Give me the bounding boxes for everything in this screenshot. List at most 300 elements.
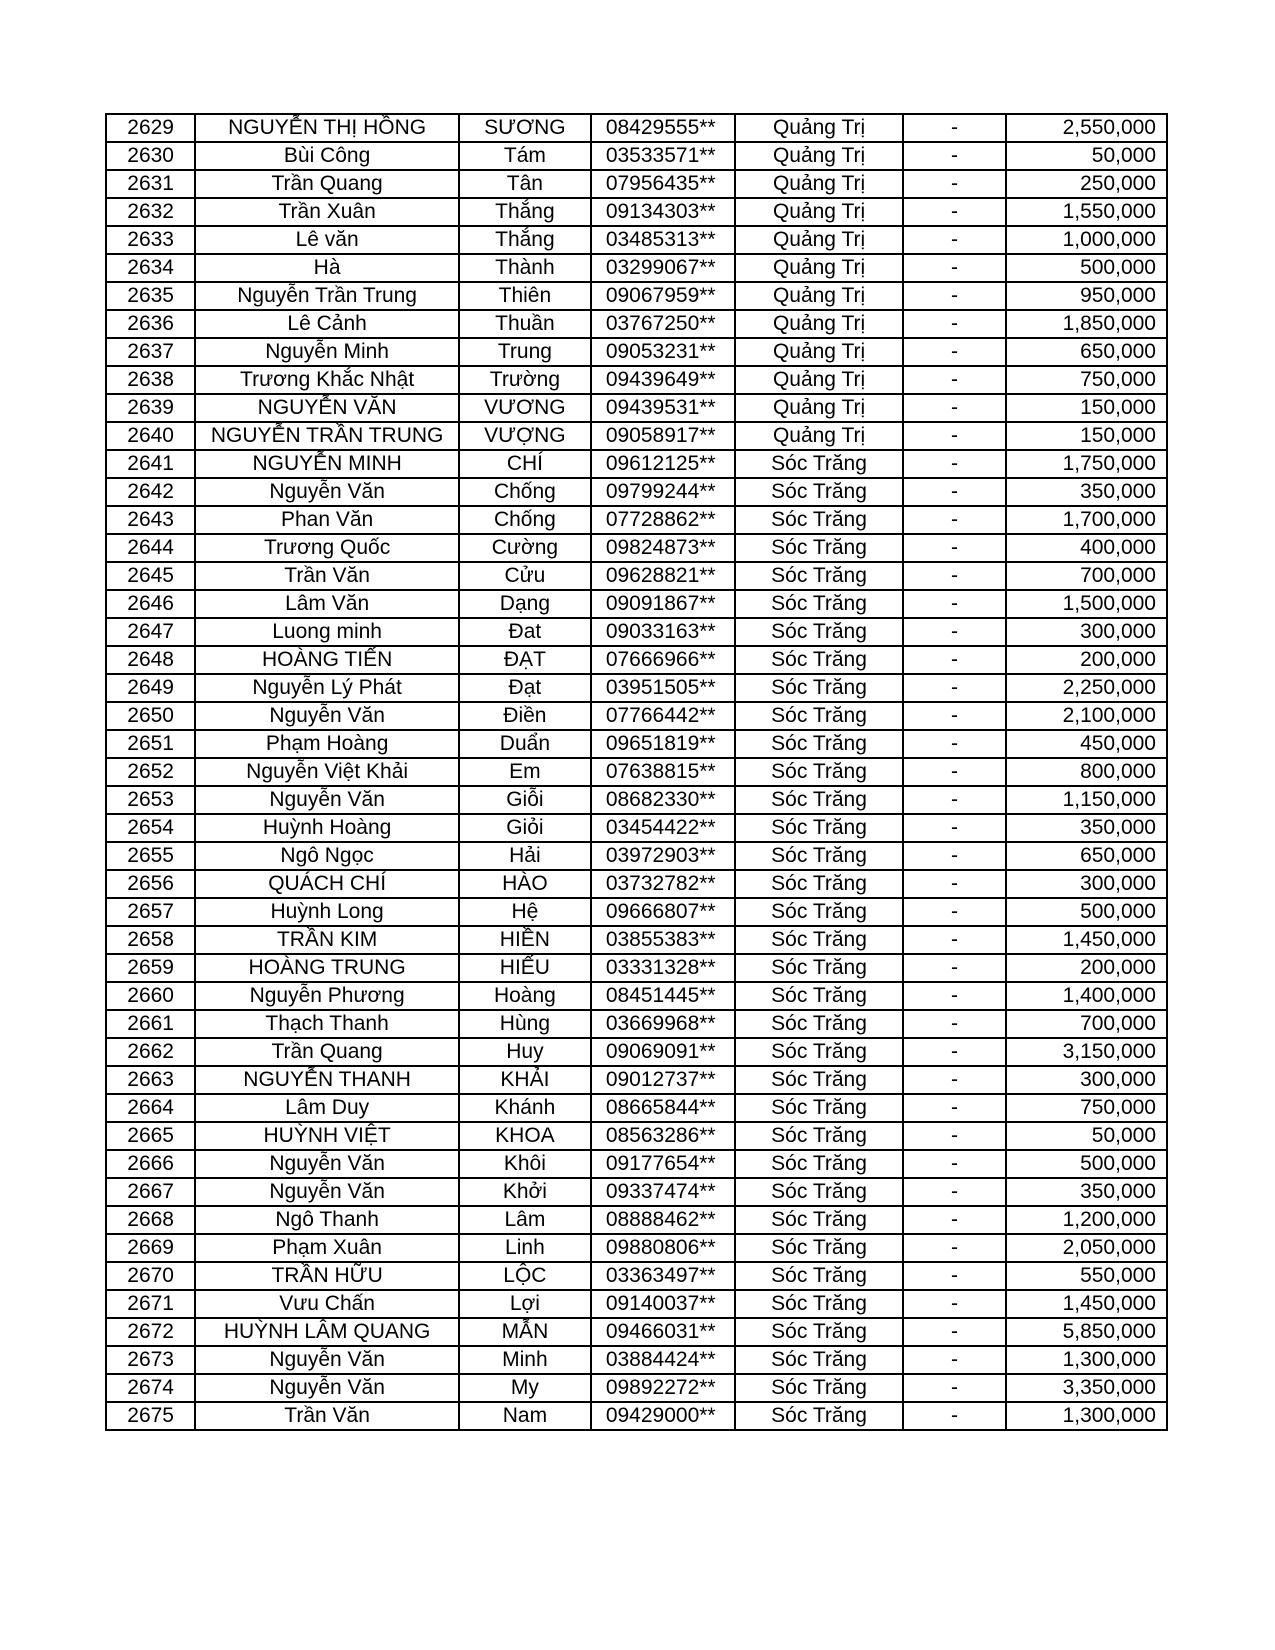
province-cell: Sóc Trăng <box>735 506 903 534</box>
phone-cell: 09069091** <box>591 1038 735 1066</box>
family-name-cell: Phạm Xuân <box>195 1234 459 1262</box>
amount-cell: 650,000 <box>1006 842 1167 870</box>
table-row <box>106 1122 1167 1150</box>
province-cell: Sóc Trăng <box>735 1206 903 1234</box>
province-cell: Sóc Trăng <box>735 1402 903 1430</box>
table-row <box>106 338 1167 366</box>
family-name-cell: Lê Cảnh <box>195 310 459 338</box>
row-number-cell: 2654 <box>106 814 195 842</box>
amount-cell: 300,000 <box>1006 618 1167 646</box>
family-name-cell: TRẦN HỮU <box>195 1262 459 1290</box>
row-number-cell: 2642 <box>106 478 195 506</box>
row-number-cell: 2640 <box>106 422 195 450</box>
given-name-cell: Hệ <box>459 898 591 926</box>
amount-cell: 1,850,000 <box>1006 310 1167 338</box>
row-number-cell: 2645 <box>106 562 195 590</box>
family-name-cell: HUỲNH VIỆT <box>195 1122 459 1150</box>
province-cell: Quảng Trị <box>735 142 903 170</box>
phone-cell: 09337474** <box>591 1178 735 1206</box>
amount-cell: 1,300,000 <box>1006 1346 1167 1374</box>
province-cell: Quảng Trị <box>735 422 903 450</box>
family-name-cell: HOÀNG TIẾN <box>195 646 459 674</box>
family-name-cell: Trần Quang <box>195 170 459 198</box>
note-cell: - <box>903 534 1005 562</box>
family-name-cell: Trần Văn <box>195 562 459 590</box>
given-name-cell: Chống <box>459 506 591 534</box>
phone-cell: 03363497** <box>591 1262 735 1290</box>
phone-cell: 08429555** <box>591 114 735 142</box>
phone-cell: 08451445** <box>591 982 735 1010</box>
amount-cell: 1,500,000 <box>1006 590 1167 618</box>
amount-cell: 2,100,000 <box>1006 702 1167 730</box>
amount-cell: 500,000 <box>1006 898 1167 926</box>
phone-cell: 03669968** <box>591 1010 735 1038</box>
province-cell: Sóc Trăng <box>735 1234 903 1262</box>
province-cell: Sóc Trăng <box>735 814 903 842</box>
family-name-cell: Nguyễn Minh <box>195 338 459 366</box>
amount-cell: 700,000 <box>1006 1010 1167 1038</box>
amount-cell: 950,000 <box>1006 282 1167 310</box>
note-cell: - <box>903 1010 1005 1038</box>
note-cell: - <box>903 1262 1005 1290</box>
given-name-cell: MẪN <box>459 1318 591 1346</box>
phone-cell: 03884424** <box>591 1346 735 1374</box>
family-name-cell: QUÁCH CHÍ <box>195 870 459 898</box>
row-number-cell: 2665 <box>106 1122 195 1150</box>
amount-cell: 150,000 <box>1006 422 1167 450</box>
province-cell: Sóc Trăng <box>735 1010 903 1038</box>
phone-cell: 07638815** <box>591 758 735 786</box>
row-number-cell: 2672 <box>106 1318 195 1346</box>
amount-cell: 1,150,000 <box>1006 786 1167 814</box>
table-row <box>106 1206 1167 1234</box>
table-row <box>106 562 1167 590</box>
family-name-cell: Lâm Duy <box>195 1094 459 1122</box>
given-name-cell: HIẾU <box>459 954 591 982</box>
amount-cell: 750,000 <box>1006 1094 1167 1122</box>
note-cell: - <box>903 114 1005 142</box>
phone-cell: 03951505** <box>591 674 735 702</box>
province-cell: Sóc Trăng <box>735 1262 903 1290</box>
row-number-cell: 2630 <box>106 142 195 170</box>
phone-cell: 09666807** <box>591 898 735 926</box>
given-name-cell: Khởi <box>459 1178 591 1206</box>
note-cell: - <box>903 562 1005 590</box>
province-cell: Sóc Trăng <box>735 1038 903 1066</box>
phone-cell: 09880806** <box>591 1234 735 1262</box>
note-cell: - <box>903 954 1005 982</box>
phone-cell: 03485313** <box>591 226 735 254</box>
note-cell: - <box>903 842 1005 870</box>
row-number-cell: 2667 <box>106 1178 195 1206</box>
given-name-cell: Hoàng <box>459 982 591 1010</box>
family-name-cell: Ngô Ngọc <box>195 842 459 870</box>
note-cell: - <box>903 226 1005 254</box>
table-row <box>106 1234 1167 1262</box>
given-name-cell: Đạt <box>459 674 591 702</box>
note-cell: - <box>903 506 1005 534</box>
row-number-cell: 2648 <box>106 646 195 674</box>
family-name-cell: Vưu Chấn <box>195 1290 459 1318</box>
given-name-cell: Giỏi <box>459 814 591 842</box>
table-row <box>106 366 1167 394</box>
family-name-cell: Phạm Hoàng <box>195 730 459 758</box>
given-name-cell: Lâm <box>459 1206 591 1234</box>
given-name-cell: Duẩn <box>459 730 591 758</box>
table-row <box>106 282 1167 310</box>
amount-cell: 750,000 <box>1006 366 1167 394</box>
table-row <box>106 954 1167 982</box>
note-cell: - <box>903 1346 1005 1374</box>
table-row <box>106 730 1167 758</box>
province-cell: Sóc Trăng <box>735 590 903 618</box>
phone-cell: 07728862** <box>591 506 735 534</box>
note-cell: - <box>903 310 1005 338</box>
table-row <box>106 618 1167 646</box>
phone-cell: 09651819** <box>591 730 735 758</box>
table-row <box>106 814 1167 842</box>
family-name-cell: Bùi Công <box>195 142 459 170</box>
phone-cell: 07766442** <box>591 702 735 730</box>
note-cell: - <box>903 1066 1005 1094</box>
family-name-cell: Nguyễn Văn <box>195 1150 459 1178</box>
phone-cell: 09439531** <box>591 394 735 422</box>
family-name-cell: Trương Quốc <box>195 534 459 562</box>
row-number-cell: 2655 <box>106 842 195 870</box>
row-number-cell: 2635 <box>106 282 195 310</box>
family-name-cell: Nguyễn Văn <box>195 1178 459 1206</box>
province-cell: Sóc Trăng <box>735 842 903 870</box>
phone-cell: 07666966** <box>591 646 735 674</box>
row-number-cell: 2675 <box>106 1402 195 1430</box>
row-number-cell: 2663 <box>106 1066 195 1094</box>
phone-cell: 09012737** <box>591 1066 735 1094</box>
table-row <box>106 1318 1167 1346</box>
note-cell: - <box>903 646 1005 674</box>
note-cell: - <box>903 282 1005 310</box>
row-number-cell: 2657 <box>106 898 195 926</box>
amount-cell: 1,700,000 <box>1006 506 1167 534</box>
phone-cell: 09058917** <box>591 422 735 450</box>
amount-cell: 200,000 <box>1006 954 1167 982</box>
province-cell: Sóc Trăng <box>735 562 903 590</box>
province-cell: Sóc Trăng <box>735 1374 903 1402</box>
note-cell: - <box>903 1150 1005 1178</box>
note-cell: - <box>903 394 1005 422</box>
note-cell: - <box>903 1374 1005 1402</box>
table-row <box>106 254 1167 282</box>
amount-cell: 1,450,000 <box>1006 1290 1167 1318</box>
family-name-cell: Nguyễn Phương <box>195 982 459 1010</box>
given-name-cell: CHÍ <box>459 450 591 478</box>
amount-cell: 300,000 <box>1006 1066 1167 1094</box>
amount-cell: 1,550,000 <box>1006 198 1167 226</box>
note-cell: - <box>903 478 1005 506</box>
province-cell: Sóc Trăng <box>735 1290 903 1318</box>
given-name-cell: Linh <box>459 1234 591 1262</box>
note-cell: - <box>903 702 1005 730</box>
given-name-cell: My <box>459 1374 591 1402</box>
phone-cell: 03855383** <box>591 926 735 954</box>
row-number-cell: 2631 <box>106 170 195 198</box>
note-cell: - <box>903 1402 1005 1430</box>
table-row <box>106 422 1167 450</box>
province-cell: Sóc Trăng <box>735 982 903 1010</box>
amount-cell: 200,000 <box>1006 646 1167 674</box>
note-cell: - <box>903 758 1005 786</box>
family-name-cell: Huỳnh Hoàng <box>195 814 459 842</box>
phone-cell: 09892272** <box>591 1374 735 1402</box>
province-cell: Sóc Trăng <box>735 730 903 758</box>
note-cell: - <box>903 170 1005 198</box>
table-body <box>106 114 1167 1430</box>
row-number-cell: 2670 <box>106 1262 195 1290</box>
table-row <box>106 646 1167 674</box>
province-cell: Sóc Trăng <box>735 1066 903 1094</box>
row-number-cell: 2674 <box>106 1374 195 1402</box>
table-row <box>106 870 1167 898</box>
note-cell: - <box>903 730 1005 758</box>
table-row <box>106 1010 1167 1038</box>
table-row <box>106 1038 1167 1066</box>
row-number-cell: 2649 <box>106 674 195 702</box>
family-name-cell: Trần Quang <box>195 1038 459 1066</box>
amount-cell: 50,000 <box>1006 142 1167 170</box>
province-cell: Quảng Trị <box>735 338 903 366</box>
family-name-cell: Lâm Văn <box>195 590 459 618</box>
province-cell: Quảng Trị <box>735 310 903 338</box>
province-cell: Sóc Trăng <box>735 758 903 786</box>
amount-cell: 1,400,000 <box>1006 982 1167 1010</box>
table-row <box>106 702 1167 730</box>
amount-cell: 450,000 <box>1006 730 1167 758</box>
note-cell: - <box>903 674 1005 702</box>
amount-cell: 650,000 <box>1006 338 1167 366</box>
phone-cell: 08682330** <box>591 786 735 814</box>
note-cell: - <box>903 1234 1005 1262</box>
phone-cell: 03454422** <box>591 814 735 842</box>
province-cell: Sóc Trăng <box>735 674 903 702</box>
family-name-cell: NGUYỄN TRẦN TRUNG <box>195 422 459 450</box>
row-number-cell: 2662 <box>106 1038 195 1066</box>
given-name-cell: SƯƠNG <box>459 114 591 142</box>
family-name-cell: Hà <box>195 254 459 282</box>
given-name-cell: ĐẠT <box>459 646 591 674</box>
table-row <box>106 898 1167 926</box>
province-cell: Sóc Trăng <box>735 1122 903 1150</box>
family-name-cell: Huỳnh Long <box>195 898 459 926</box>
phone-cell: 03767250** <box>591 310 735 338</box>
phone-cell: 09824873** <box>591 534 735 562</box>
phone-cell: 09628821** <box>591 562 735 590</box>
phone-cell: 03331328** <box>591 954 735 982</box>
table-row <box>106 1094 1167 1122</box>
province-cell: Quảng Trị <box>735 254 903 282</box>
phone-cell: 09466031** <box>591 1318 735 1346</box>
table-row <box>106 1150 1167 1178</box>
family-name-cell: Nguyễn Lý Phát <box>195 674 459 702</box>
phone-cell: 07956435** <box>591 170 735 198</box>
note-cell: - <box>903 198 1005 226</box>
note-cell: - <box>903 1122 1005 1150</box>
table-row <box>106 506 1167 534</box>
row-number-cell: 2638 <box>106 366 195 394</box>
given-name-cell: Thành <box>459 254 591 282</box>
family-name-cell: Trương Khắc Nhật <box>195 366 459 394</box>
row-number-cell: 2633 <box>106 226 195 254</box>
given-name-cell: Trường <box>459 366 591 394</box>
amount-cell: 50,000 <box>1006 1122 1167 1150</box>
amount-cell: 1,000,000 <box>1006 226 1167 254</box>
family-name-cell: NGUYỄN MINH <box>195 450 459 478</box>
table-row <box>106 478 1167 506</box>
given-name-cell: Lợi <box>459 1290 591 1318</box>
given-name-cell: Thiên <box>459 282 591 310</box>
phone-cell: 09177654** <box>591 1150 735 1178</box>
amount-cell: 1,200,000 <box>1006 1206 1167 1234</box>
table-row <box>106 926 1167 954</box>
amount-cell: 250,000 <box>1006 170 1167 198</box>
given-name-cell: Hùng <box>459 1010 591 1038</box>
table-row <box>106 786 1167 814</box>
note-cell: - <box>903 814 1005 842</box>
province-cell: Sóc Trăng <box>735 618 903 646</box>
given-name-cell: Huy <box>459 1038 591 1066</box>
row-number-cell: 2636 <box>106 310 195 338</box>
note-cell: - <box>903 898 1005 926</box>
table-row <box>106 982 1167 1010</box>
amount-cell: 2,550,000 <box>1006 114 1167 142</box>
table-row <box>106 1066 1167 1094</box>
province-cell: Sóc Trăng <box>735 926 903 954</box>
province-cell: Quảng Trị <box>735 170 903 198</box>
province-cell: Quảng Trị <box>735 114 903 142</box>
row-number-cell: 2664 <box>106 1094 195 1122</box>
table-row <box>106 1402 1167 1430</box>
province-cell: Sóc Trăng <box>735 1094 903 1122</box>
given-name-cell: Cường <box>459 534 591 562</box>
row-number-cell: 2652 <box>106 758 195 786</box>
province-cell: Quảng Trị <box>735 366 903 394</box>
family-name-cell: TRẦN KIM <box>195 926 459 954</box>
province-cell: Sóc Trăng <box>735 870 903 898</box>
given-name-cell: Nam <box>459 1402 591 1430</box>
given-name-cell: KHẢI <box>459 1066 591 1094</box>
note-cell: - <box>903 870 1005 898</box>
given-name-cell: Giỗi <box>459 786 591 814</box>
note-cell: - <box>903 1038 1005 1066</box>
family-name-cell: Trần Văn <box>195 1402 459 1430</box>
table-row <box>106 226 1167 254</box>
row-number-cell: 2639 <box>106 394 195 422</box>
phone-cell: 08888462** <box>591 1206 735 1234</box>
province-cell: Quảng Trị <box>735 198 903 226</box>
family-name-cell: Ngô Thanh <box>195 1206 459 1234</box>
family-name-cell: Nguyễn Trần Trung <box>195 282 459 310</box>
province-cell: Sóc Trăng <box>735 1150 903 1178</box>
province-cell: Sóc Trăng <box>735 898 903 926</box>
amount-cell: 2,250,000 <box>1006 674 1167 702</box>
table-row <box>106 1374 1167 1402</box>
table-row <box>106 1178 1167 1206</box>
note-cell: - <box>903 1178 1005 1206</box>
phone-cell: 09091867** <box>591 590 735 618</box>
phone-cell: 09799244** <box>591 478 735 506</box>
family-name-cell: Lê văn <box>195 226 459 254</box>
table-row <box>106 394 1167 422</box>
row-number-cell: 2659 <box>106 954 195 982</box>
province-cell: Sóc Trăng <box>735 646 903 674</box>
province-cell: Sóc Trăng <box>735 1346 903 1374</box>
phone-cell: 03533571** <box>591 142 735 170</box>
note-cell: - <box>903 786 1005 814</box>
province-cell: Sóc Trăng <box>735 702 903 730</box>
table-row <box>106 142 1167 170</box>
amount-cell: 2,050,000 <box>1006 1234 1167 1262</box>
table-row <box>106 1290 1167 1318</box>
amount-cell: 3,350,000 <box>1006 1374 1167 1402</box>
row-number-cell: 2653 <box>106 786 195 814</box>
note-cell: - <box>903 254 1005 282</box>
given-name-cell: Thắng <box>459 198 591 226</box>
note-cell: - <box>903 422 1005 450</box>
phone-cell: 09439649** <box>591 366 735 394</box>
family-name-cell: Phan Văn <box>195 506 459 534</box>
phone-cell: 03972903** <box>591 842 735 870</box>
given-name-cell: VƯƠNG <box>459 394 591 422</box>
amount-cell: 800,000 <box>1006 758 1167 786</box>
given-name-cell: KHOA <box>459 1122 591 1150</box>
family-name-cell: Nguyễn Việt Khải <box>195 758 459 786</box>
row-number-cell: 2647 <box>106 618 195 646</box>
row-number-cell: 2673 <box>106 1346 195 1374</box>
note-cell: - <box>903 1094 1005 1122</box>
row-number-cell: 2650 <box>106 702 195 730</box>
province-cell: Sóc Trăng <box>735 1178 903 1206</box>
province-cell: Sóc Trăng <box>735 450 903 478</box>
donation-table <box>105 113 1168 1431</box>
given-name-cell: Thắng <box>459 226 591 254</box>
family-name-cell: Luong minh <box>195 618 459 646</box>
given-name-cell: Tám <box>459 142 591 170</box>
amount-cell: 350,000 <box>1006 478 1167 506</box>
given-name-cell: Trung <box>459 338 591 366</box>
table-row <box>106 170 1167 198</box>
province-cell: Sóc Trăng <box>735 478 903 506</box>
family-name-cell: NGUYỄN THANH <box>195 1066 459 1094</box>
given-name-cell: Khôi <box>459 1150 591 1178</box>
row-number-cell: 2661 <box>106 1010 195 1038</box>
given-name-cell: HIỀN <box>459 926 591 954</box>
note-cell: - <box>903 982 1005 1010</box>
table-row <box>106 114 1167 142</box>
row-number-cell: 2641 <box>106 450 195 478</box>
province-cell: Quảng Trị <box>735 394 903 422</box>
row-number-cell: 2658 <box>106 926 195 954</box>
amount-cell: 500,000 <box>1006 254 1167 282</box>
family-name-cell: Nguyễn Văn <box>195 1346 459 1374</box>
amount-cell: 1,300,000 <box>1006 1402 1167 1430</box>
row-number-cell: 2637 <box>106 338 195 366</box>
given-name-cell: Điền <box>459 702 591 730</box>
row-number-cell: 2632 <box>106 198 195 226</box>
phone-cell: 09140037** <box>591 1290 735 1318</box>
table-row <box>106 310 1167 338</box>
row-number-cell: 2656 <box>106 870 195 898</box>
family-name-cell: Nguyễn Văn <box>195 1374 459 1402</box>
table-row <box>106 450 1167 478</box>
phone-cell: 09612125** <box>591 450 735 478</box>
